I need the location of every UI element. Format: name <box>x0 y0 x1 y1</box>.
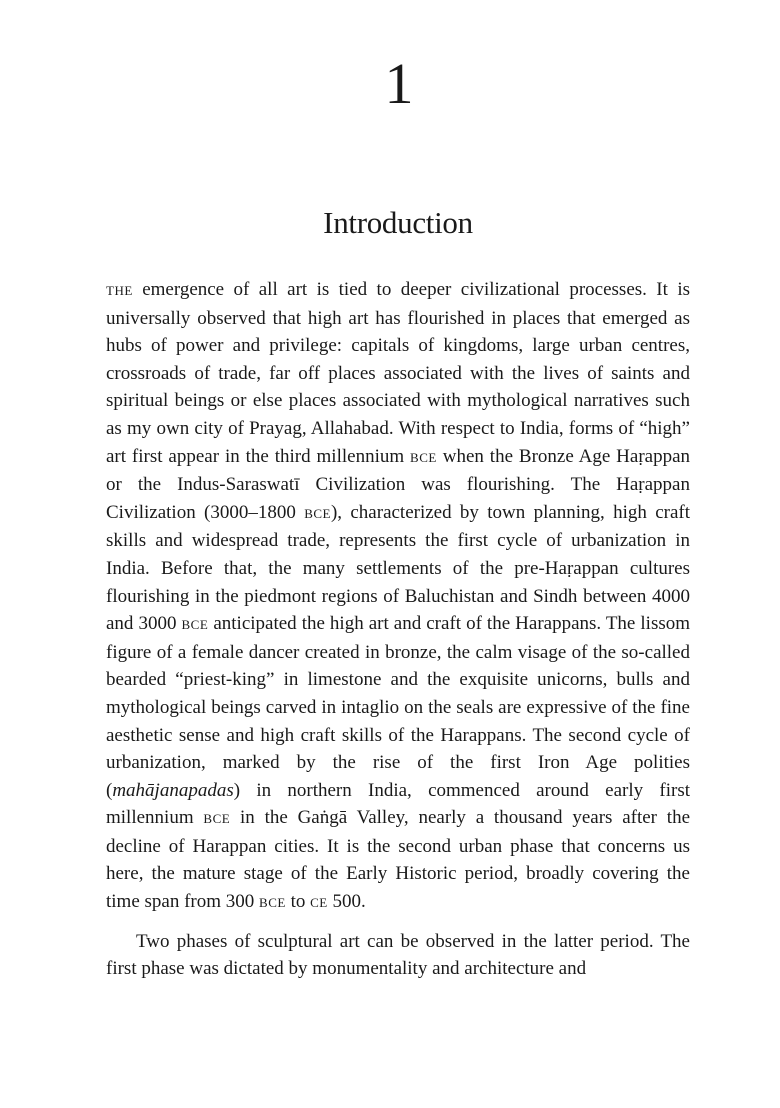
text-run: anticipated the high art and craft of the Harappans. The lissom figure of a female dancer created in bronze, the calm visage of the so-called bearded “priest-king” in limestone and the exquisite unicorns, bulls and mythological beings carved in intaglio on the seals are expressive of the fine aesthetic sense and high craft skills of the Harappans. The second cycle of urbanization, marked by the rise of the first Iron Age polities ( <box>106 613 691 801</box>
chapter-title: Introduction <box>323 205 473 240</box>
text-run: in the Gaṅgā Valley, nearly a thousand years after the decline of Harappan cities. It is the second urban phase that concerns us here, the mature stage of the Early Historic period, broadly covering the time span from 300 <box>106 807 691 913</box>
chapter-number: 1 <box>384 51 414 116</box>
era-abbreviation: BCE <box>181 617 209 633</box>
paragraph-1 <box>106 276 690 917</box>
text-run: 500. <box>332 891 366 913</box>
text-run: to <box>290 891 306 913</box>
text-run: ), characterized by town planning, high craft skills and widespread trade, represents the first cycle of urbanization in India. Before that, the many settlements of the pre-Haṛappan cultures flourishing in the piedmont regions of Baluchistan and Sindh between 4000 and 3000 <box>106 501 691 635</box>
text-run: ) in northern India, commenced around early first millennium <box>106 779 690 829</box>
body-text <box>106 276 690 983</box>
era-abbreviation: BCE <box>259 895 286 911</box>
paragraph-2: Two phases of sculptural art can be observed in the latter period. The first phase was dictated by monumentality and architecture and <box>106 930 690 980</box>
era-abbreviation: BCE <box>203 811 231 827</box>
italic-term: mahājanapadas <box>112 779 234 801</box>
era-abbreviation: BCE <box>304 505 331 521</box>
era-abbreviation: BCE <box>410 449 437 465</box>
text-run: when the Bronze Age Haṛappan or the Indus-Saraswatī Civilization was flourishing. The Haṛappan Civilization (3000–1800 <box>106 445 691 523</box>
lead-word: THE <box>106 283 133 298</box>
era-abbreviation: CE <box>310 895 328 911</box>
text-run: emergence of all art is tied to deeper civilizational processes. It is universally observed that high art has flourished in places that emerged as hubs of power and privilege: capitals of kingdoms, large urban centres, crossroads of trade, far off places associated with the lives of saints and spiritual beings or else places associated with mythological narratives such as my own city of Prayag, Allahabad. With respect to India, forms of “high” art first appear in the third millennium <box>106 279 690 467</box>
